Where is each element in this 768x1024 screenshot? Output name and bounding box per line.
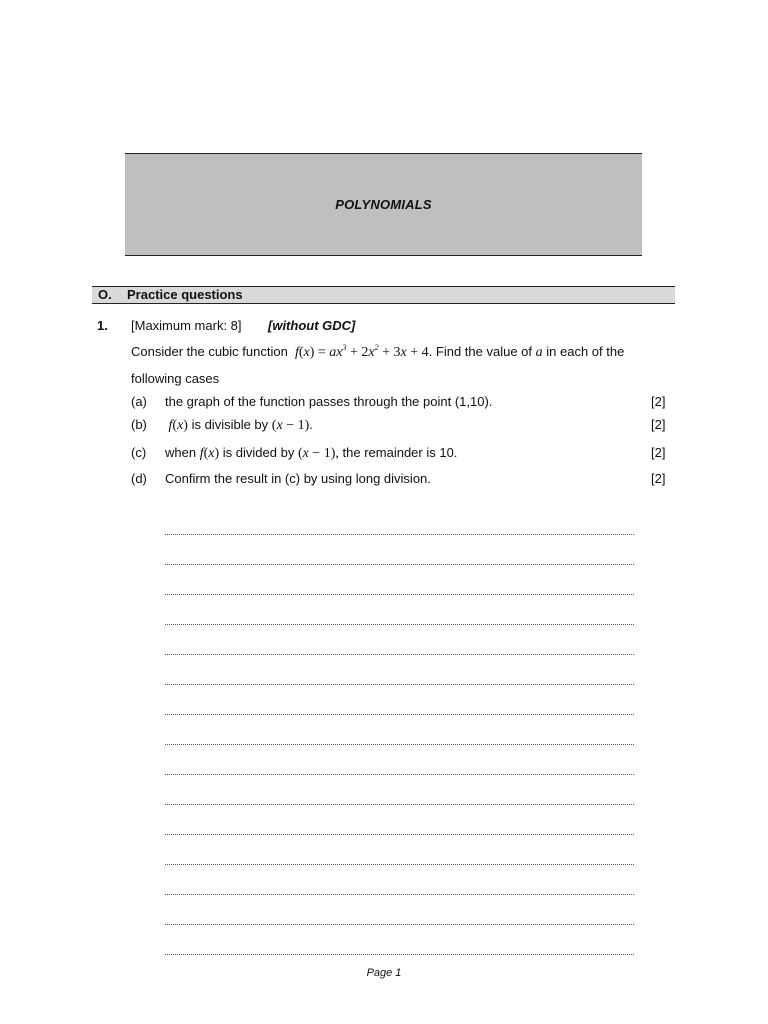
part-d-label: (d) — [131, 471, 147, 486]
answer-line — [165, 894, 634, 895]
answer-line — [165, 834, 634, 835]
max-mark: [Maximum mark: 8] — [131, 318, 242, 333]
answer-line — [165, 714, 634, 715]
part-c-text — [165, 445, 457, 462]
part-b-text-after: is divisible by — [191, 417, 269, 432]
answer-line — [165, 744, 634, 745]
answer-line — [165, 954, 634, 955]
page-title: POLYNOMIALS — [335, 197, 432, 212]
intro-end: in each of the — [546, 344, 625, 359]
answer-line — [165, 804, 634, 805]
part-b-marks: [2] — [651, 417, 666, 432]
part-a-label: (a) — [131, 394, 147, 409]
answer-line — [165, 624, 634, 625]
question-intro — [131, 344, 624, 361]
fx-symbol: f(x) — [199, 446, 220, 461]
part-a-marks: [2] — [651, 394, 666, 409]
part-c-text-after: the remainder is 10. — [342, 445, 458, 460]
part-c-marks: [2] — [651, 445, 666, 460]
intro-before: Consider the cubic function — [131, 344, 288, 359]
page-number: Page 1 — [366, 967, 402, 979]
part-c-text-mid: is divided by — [222, 445, 295, 460]
part-a-text: the graph of the function passes through the point (1,10). — [165, 394, 493, 409]
answer-line — [165, 654, 634, 655]
answer-line — [165, 684, 634, 685]
answer-line — [165, 774, 634, 775]
section-title: Practice questions — [127, 287, 243, 302]
part-c-label: (c) — [131, 445, 147, 460]
part-d-text: Confirm the result in (c) by using long division. — [165, 471, 431, 486]
section-header — [92, 286, 675, 304]
title-box — [125, 153, 642, 256]
variable-a: a — [535, 345, 543, 360]
part-b-text: f(x) is divisible by (x − 1). — [165, 417, 313, 433]
fx-symbol: f(x) — [165, 418, 188, 433]
question-number: 1. — [97, 318, 108, 333]
section-number: O. — [98, 287, 112, 302]
answer-line — [165, 864, 634, 865]
part-d-marks: [2] — [651, 471, 666, 486]
function-formula: $f(x) = ax^3 + 2x^2 + 3x + 4$ — [291, 343, 429, 360]
answer-line — [165, 924, 634, 925]
answer-line — [165, 534, 634, 535]
intro-after: . Find the value of — [428, 344, 532, 359]
part-b-label: (b) — [131, 417, 147, 432]
intro-line2: following cases — [131, 371, 220, 386]
divisor-expression: (x − 1) — [271, 418, 310, 433]
answer-line — [165, 564, 634, 565]
divisor-expression: (x − 1), — [297, 446, 339, 461]
answer-line — [165, 594, 634, 595]
gdc-note: [without GDC] — [268, 318, 356, 333]
part-c-text-before: when — [165, 445, 197, 460]
